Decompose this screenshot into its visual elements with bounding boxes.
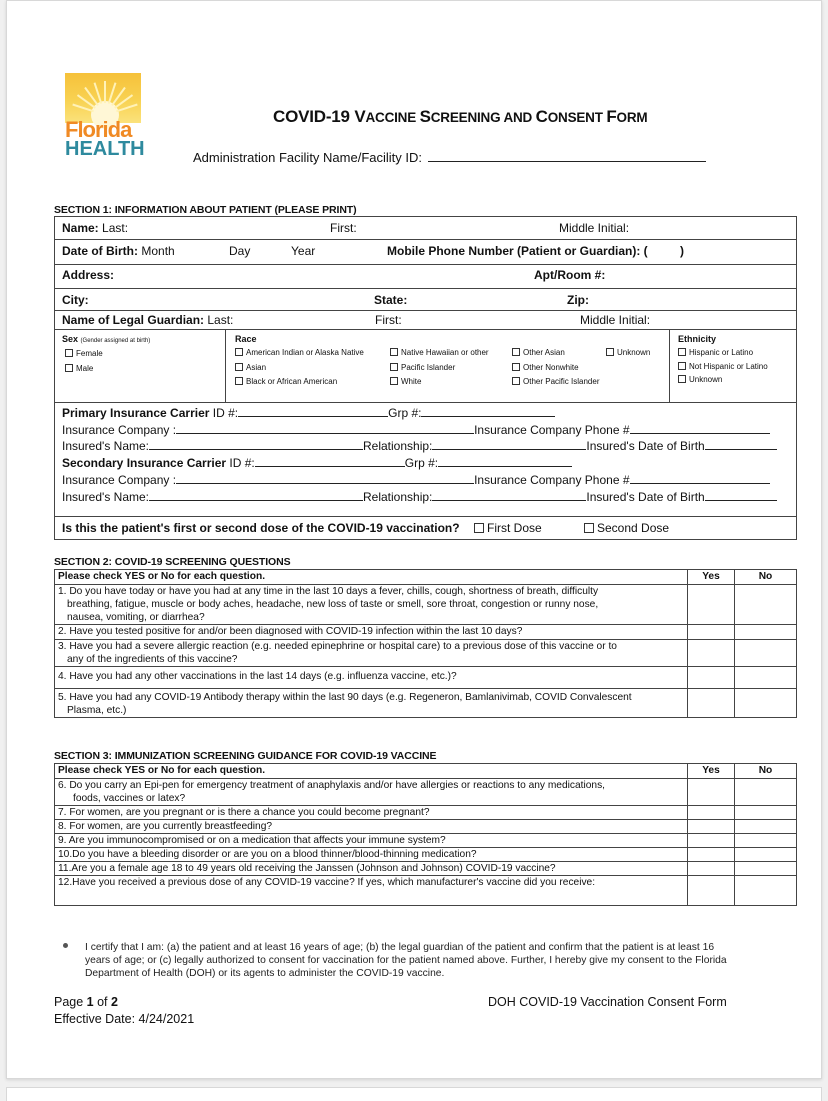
section1-heading: SECTION 1: INFORMATION ABOUT PATIENT (PLEASE PRINT) bbox=[54, 204, 357, 216]
effective-date: Effective Date: 4/24/2021 bbox=[54, 1012, 195, 1026]
table-row: 9. Are you immunocompromised or on a medication that affects your immune system? bbox=[55, 834, 797, 848]
zip-label: Zip: bbox=[567, 293, 589, 307]
yes-cell[interactable] bbox=[688, 625, 735, 640]
table-row: 5. Have you had any COVID-19 Antibody therapy within the last 90 days (e.g. Regeneron, Bamlanivimab, COVID Convalescent Plasma, etc.) bbox=[55, 689, 797, 718]
primary-insured-row[interactable]: Insured's Name: Relationship: Insured's Date of Birth bbox=[62, 439, 777, 453]
yes-cell[interactable] bbox=[688, 820, 735, 834]
checkbox-icon[interactable] bbox=[678, 348, 686, 356]
no-cell[interactable] bbox=[735, 862, 797, 876]
yes-cell[interactable] bbox=[688, 876, 735, 906]
first-dose-option[interactable]: First Dose bbox=[474, 521, 542, 535]
sunrise-icon bbox=[65, 73, 141, 123]
yes-cell[interactable] bbox=[688, 806, 735, 820]
facility-label: Administration Facility Name/Facility ID: bbox=[193, 150, 422, 165]
yes-cell[interactable] bbox=[688, 862, 735, 876]
next-page-edge bbox=[6, 1087, 822, 1101]
checkbox-icon[interactable] bbox=[678, 375, 686, 383]
no-header: No bbox=[735, 570, 797, 585]
state-label: State: bbox=[374, 293, 408, 307]
facility-field[interactable] bbox=[193, 150, 706, 165]
facility-line[interactable] bbox=[428, 150, 706, 162]
bullet-icon bbox=[63, 943, 68, 948]
section3-instruction: Please check YES or No for each question. bbox=[55, 764, 688, 779]
race-option-other-asian[interactable]: Other Asian bbox=[512, 348, 565, 357]
race-option-white[interactable]: White bbox=[390, 377, 421, 386]
checkbox-icon[interactable] bbox=[512, 363, 520, 371]
checkbox-icon[interactable] bbox=[606, 348, 614, 356]
no-cell[interactable] bbox=[735, 625, 797, 640]
checkbox-icon[interactable] bbox=[390, 348, 398, 356]
form-title: COVID-19 VACCINE SCREENING AND CONSENT FORM bbox=[273, 107, 648, 126]
no-cell[interactable] bbox=[735, 876, 797, 906]
checkbox-icon[interactable] bbox=[65, 364, 73, 372]
apt-label: Apt/Room #: bbox=[534, 268, 606, 282]
ethnicity-unknown[interactable]: Unknown bbox=[678, 375, 722, 384]
primary-company-row[interactable]: Insurance Company : Insurance Company Phone # bbox=[62, 423, 770, 437]
yes-header: Yes bbox=[688, 764, 735, 779]
section3-table bbox=[54, 763, 797, 906]
dob-day-label: Day bbox=[229, 244, 251, 258]
race-option-asian[interactable]: Asian bbox=[235, 363, 266, 372]
section2-heading: SECTION 2: COVID-19 SCREENING QUESTIONS bbox=[54, 556, 291, 568]
table-row: 2. Have you tested positive for and/or been diagnosed with COVID-19 infection within the last 10 days? bbox=[55, 625, 797, 640]
no-cell[interactable] bbox=[735, 585, 797, 625]
checkbox-icon[interactable] bbox=[678, 362, 686, 370]
secondary-company-row[interactable]: Insurance Company : Insurance Company Phone # bbox=[62, 473, 770, 487]
table-row: 4. Have you had any other vaccinations in the last 14 days (e.g. influenza vaccine, etc.)? bbox=[55, 667, 797, 689]
guardian-middle-label: Middle Initial: bbox=[580, 313, 651, 327]
no-cell[interactable] bbox=[735, 779, 797, 806]
secondary-insured-row[interactable]: Insured's Name: Relationship: Insured's Date of Birth bbox=[62, 490, 777, 504]
primary-insurance-row[interactable]: Primary Insurance Carrier ID #: Grp #: bbox=[62, 406, 555, 420]
middle-initial-label: Middle Initial: bbox=[559, 221, 630, 235]
yes-cell[interactable] bbox=[688, 689, 735, 718]
checkbox-icon[interactable] bbox=[235, 348, 243, 356]
table-row: 11.Are you a female age 18 to 49 years old receiving the Janssen (Johnson and Johnson) COVID-19 vaccine? bbox=[55, 862, 797, 876]
race-option-other-nonwhite[interactable]: Other Nonwhite bbox=[512, 363, 579, 372]
mobile-phone-close: ) bbox=[680, 244, 684, 258]
mobile-phone-label: Mobile Phone Number (Patient or Guardian): ( bbox=[387, 244, 648, 258]
yes-cell[interactable] bbox=[688, 779, 735, 806]
table-row: 12.Have you received a previous dose of any COVID-19 vaccine? If yes, which manufacturer's vaccine did you receive: bbox=[55, 876, 797, 906]
city-label[interactable]: City: bbox=[62, 293, 89, 307]
sex-male-option[interactable]: Male bbox=[65, 364, 93, 373]
yes-cell[interactable] bbox=[688, 834, 735, 848]
no-cell[interactable] bbox=[735, 806, 797, 820]
second-dose-option[interactable]: Second Dose bbox=[584, 521, 669, 535]
yes-cell[interactable] bbox=[688, 585, 735, 625]
race-option-american-indian[interactable]: American Indian or Alaska Native bbox=[235, 348, 364, 357]
no-cell[interactable] bbox=[735, 667, 797, 689]
ethnicity-hispanic[interactable]: Hispanic or Latino bbox=[678, 348, 753, 357]
no-header: No bbox=[735, 764, 797, 779]
sex-female-option[interactable]: Female bbox=[65, 349, 103, 358]
race-option-black[interactable]: Black or African American bbox=[235, 377, 337, 386]
table-row: 6. Do you carry an Epi-pen for emergency treatment of anaphylaxis and/or have allergies or reactions to any medications, foods, vaccines or latex? bbox=[55, 779, 797, 806]
secondary-insurance-row[interactable]: Secondary Insurance Carrier ID #: Grp #: bbox=[62, 456, 572, 470]
checkbox-icon[interactable] bbox=[390, 377, 398, 385]
section2-table bbox=[54, 569, 797, 718]
guardian-first-label: First: bbox=[375, 313, 402, 327]
checkbox-icon[interactable] bbox=[390, 363, 398, 371]
checkbox-icon[interactable] bbox=[65, 349, 73, 357]
form-page bbox=[6, 0, 822, 1079]
no-cell[interactable] bbox=[735, 640, 797, 667]
race-option-native-hawaiian[interactable]: Native Hawaiian or other bbox=[390, 348, 489, 357]
name-row[interactable]: Name: Last: bbox=[62, 221, 129, 235]
dob-year-label: Year bbox=[291, 244, 316, 258]
sex-group: Sex (Gender assigned at birth) bbox=[62, 334, 151, 344]
sun-ray bbox=[104, 81, 106, 103]
checkbox-icon[interactable] bbox=[235, 363, 243, 371]
race-label: Race bbox=[235, 334, 257, 344]
no-cell[interactable] bbox=[735, 848, 797, 862]
yes-header: Yes bbox=[688, 570, 735, 585]
certification-text: I certify that I am: (a) the patient and at least 16 years of age; (b) the legal guardian of the patient and confirm that the patient is at least 16 years of age; or (c) legally authorized to consent for vaccination for the patient named above. Further, I hereby give my consent to the Florida Department of Health (DOH) or its agents to administer the COVID-19 vaccine. bbox=[85, 942, 727, 979]
page-number: Page 1 of 2 bbox=[54, 995, 118, 1009]
checkbox-icon[interactable] bbox=[512, 377, 520, 385]
dose-question-row: Is this the patient's first or second dose of the COVID-19 vaccination? bbox=[62, 521, 460, 535]
table-row: 10.Do you have a bleeding disorder or are you on a blood thinner/blood-thinning medication? bbox=[55, 848, 797, 862]
checkbox-icon[interactable] bbox=[584, 523, 594, 533]
checkbox-icon[interactable] bbox=[235, 377, 243, 385]
form-name: DOH COVID-19 Vaccination Consent Form bbox=[488, 995, 727, 1009]
race-option-pacific-islander[interactable]: Pacific Islander bbox=[390, 363, 455, 372]
first-name-label: First: bbox=[330, 221, 357, 235]
dob-row[interactable]: Date of Birth: Month bbox=[62, 244, 175, 258]
address-label[interactable]: Address: bbox=[62, 268, 115, 282]
table-row: 3. Have you had a severe allergic reaction (e.g. needed epinephrine or hospital care) to a previous dose of this vaccine or to any of the ingredients of this vaccine? bbox=[55, 640, 797, 667]
table-row: 1. Do you have today or have you had at any time in the last 10 days a fever, chills, cough, shortness of breath, difficulty breathing, fatigue, muscle or body aches, headache, new loss of taste or smell, sore throat, congestion or runny nose, nausea, vomiting, or diarrhea? bbox=[55, 585, 797, 625]
yes-cell[interactable] bbox=[688, 848, 735, 862]
yes-cell[interactable] bbox=[688, 640, 735, 667]
logo-florida: Florida bbox=[65, 117, 132, 142]
logo-health: HEALTH bbox=[65, 138, 145, 160]
checkbox-icon[interactable] bbox=[512, 348, 520, 356]
guardian-row[interactable]: Name of Legal Guardian: Last: bbox=[62, 313, 234, 327]
table-row: 8. For women, are you currently breastfeeding? bbox=[55, 820, 797, 834]
yes-cell[interactable] bbox=[688, 667, 735, 689]
checkbox-icon[interactable] bbox=[474, 523, 484, 533]
no-cell[interactable] bbox=[735, 689, 797, 718]
section2-instruction: Please check YES or No for each question. bbox=[55, 570, 688, 585]
race-option-unknown[interactable]: Unknown bbox=[606, 348, 650, 357]
ethnicity-label: Ethnicity bbox=[678, 334, 717, 344]
florida-health-logo bbox=[61, 71, 147, 163]
no-cell[interactable] bbox=[735, 834, 797, 848]
ethnicity-not-hispanic[interactable]: Not Hispanic or Latino bbox=[678, 362, 768, 371]
race-option-other-pacific[interactable]: Other Pacific Islander bbox=[512, 377, 599, 386]
no-cell[interactable] bbox=[735, 820, 797, 834]
table-row: 7. For women, are you pregnant or is there a chance you could become pregnant? bbox=[55, 806, 797, 820]
section3-heading: SECTION 3: IMMUNIZATION SCREENING GUIDANCE FOR COVID-19 VACCINE bbox=[54, 750, 437, 762]
